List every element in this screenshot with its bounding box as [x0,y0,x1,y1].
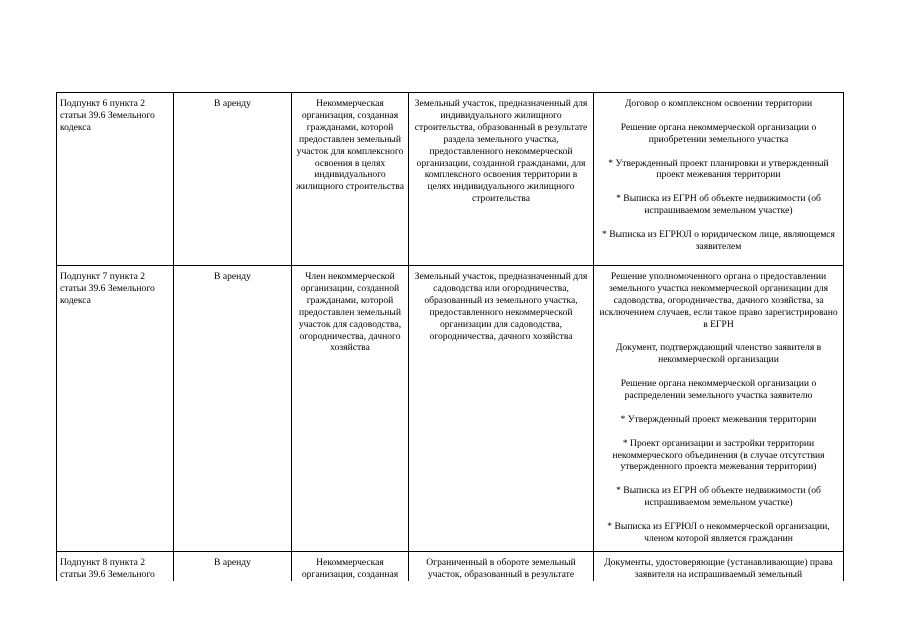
document-item: Решение уполномоченного органа о предоставлении земельного участка некоммерческой организации для садоводства, огородничества, дачного хозяйства, за исключением случаев, если такое право зарегистрировано в ЕГРН [599,271,838,330]
land-plot-cell: Земельный участок, предназначенный для индивидуального жилищного строительства, образованный в результате раздела земельного участка, предоставленного некоммерческой организации, созданной гражданами, для комплексного освоения территории в целях индивидуального жилищного строительства [409,93,594,266]
document-item: Документы, удостоверяющие (устанавливающие) права заявителя на испрашиваемый земельный [604,557,833,580]
document-item: * Выписка из ЕГРЮЛ о юридическом лице, являющемся заявителем [602,228,835,252]
document-item: Договор о комплексном освоении территории [624,98,813,109]
land-plot-cell: Ограниченный в обороте земельный участок, образованный в результате [409,552,594,612]
document-item: * Выписка из ЕГРЮЛ о некоммерческой организации, членом которой является гражданин [607,520,830,544]
applicant-cell: Член некоммерческой организации, созданной гражданами, которой предоставлен земельный участок для садоводства, огородничества, дачного хозяйства [292,266,409,552]
document-item: Решение органа некоммерческой организации о распределении земельного участка заявителю [620,378,817,402]
documents-cell [594,266,844,552]
provision-type-cell: В аренду [174,266,292,552]
land-provision-table [56,92,844,612]
legal-basis-cell: Подпункт 7 пункта 2 статьи 39.6 Земельного кодекса [57,266,174,552]
table-row [57,93,844,266]
document-item: * Проект организации и застройки территории некоммерческого объединения (в случае отсутствия утвержденного проекта межевания территории) [612,437,825,473]
page-bottom-margin [0,581,905,639]
document-item: Документ, подтверждающий членство заявителя в некоммерческой организации [615,342,822,366]
documents-cell [594,93,844,266]
legal-basis-cell: Подпункт 6 пункта 2 статьи 39.6 Земельного кодекса [57,93,174,266]
provision-type-cell: В аренду [174,552,292,612]
document-item: * Утвержденный проект планировки и утвержденный проект межевания территории [608,157,829,181]
document-item: Решение органа некоммерческой организации о приобретении земельного участка [620,121,817,145]
legal-basis-cell: Подпункт 8 пункта 2 статьи 39.6 Земельного [57,552,174,612]
applicant-cell: Некоммерческая организация, созданная [292,552,409,612]
document-item: * Утвержденный проект межевания территории [620,413,817,425]
applicant-cell: Некоммерческая организация, созданная гражданами, которой предоставлен земельный участок для комплексного освоения в целях индивидуального жилищного строительства [292,93,409,266]
land-plot-cell: Земельный участок, предназначенный для садоводства или огородничества, образованный из земельного участка, предоставленного некоммерческой организации для садоводства, огородничества, дачного хозяйства [409,266,594,552]
document-item: * Выписка из ЕГРН об объекте недвижимости (об испрашиваемом земельном участке) [616,193,821,217]
provision-type-cell: В аренду [174,93,292,266]
table-row [57,266,844,552]
document-item: * Выписка из ЕГРН об объекте недвижимости (об испрашиваемом земельном участке) [616,485,821,509]
